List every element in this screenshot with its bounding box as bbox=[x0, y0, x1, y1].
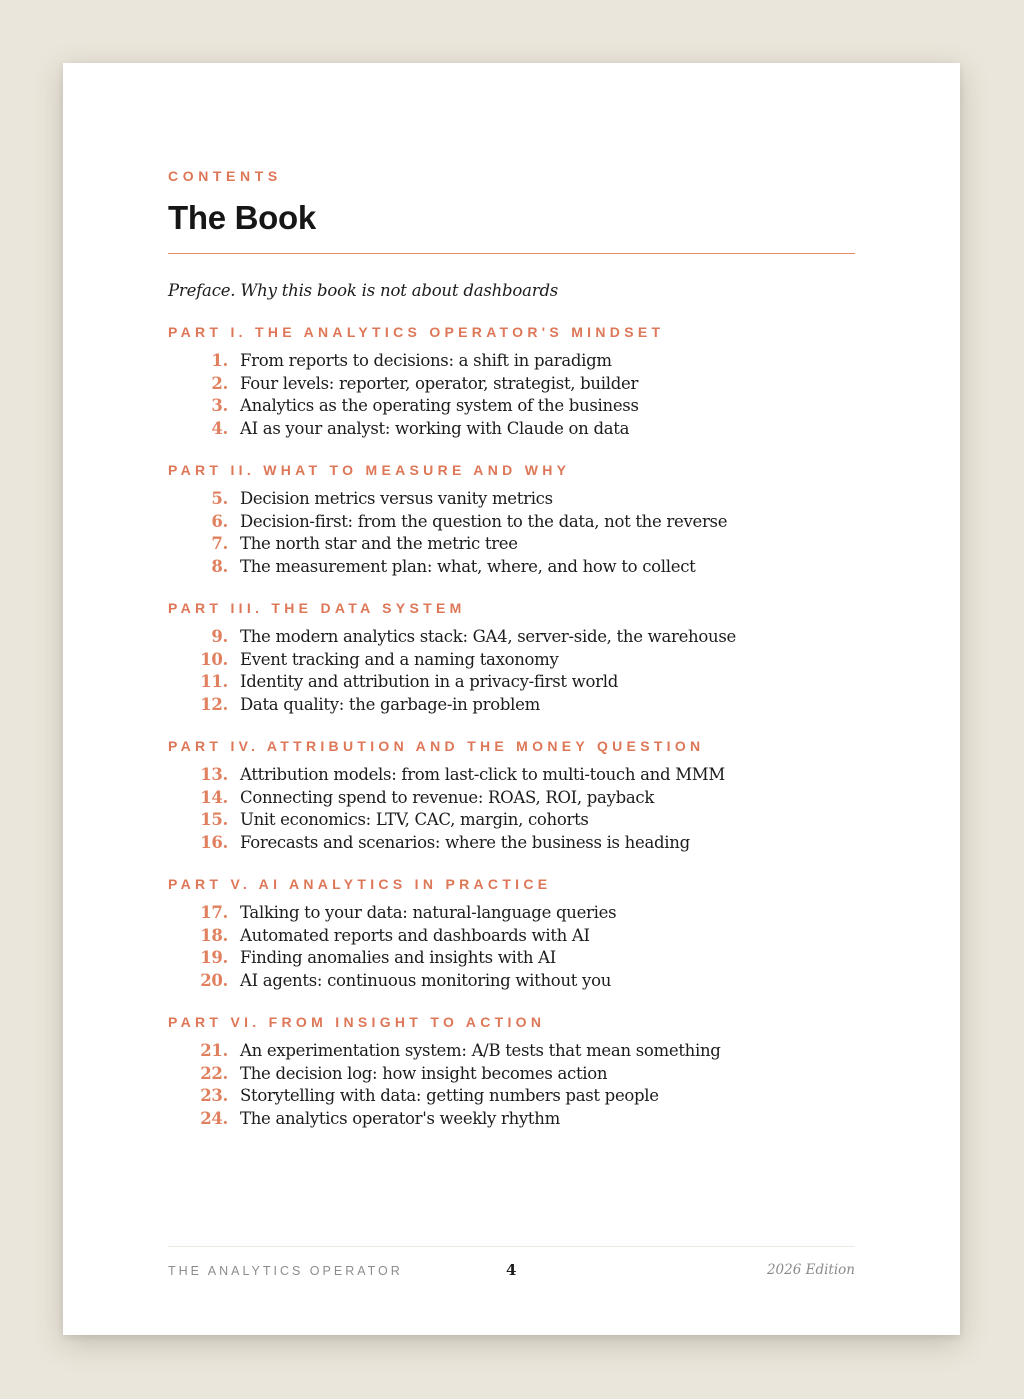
chapter-title: AI agents: continuous monitoring without you bbox=[240, 970, 612, 990]
page-title: The Book bbox=[168, 199, 316, 236]
chapter-title: Forecasts and scenarios: where the business is heading bbox=[240, 832, 690, 852]
chapter-title: Analytics as the operating system of the business bbox=[240, 396, 639, 415]
chapter-number: 23. bbox=[200, 1086, 228, 1105]
part-heading: PART II. WHAT TO MEASURE AND WHY bbox=[168, 462, 571, 478]
chapter-number: 24. bbox=[200, 1108, 228, 1128]
chapter-title: The modern analytics stack: GA4, server-side, the warehouse bbox=[240, 627, 736, 646]
chapter-title: The analytics operator's weekly rhythm bbox=[240, 1108, 560, 1128]
chapter-item bbox=[168, 395, 855, 418]
chapter-title: Four levels: reporter, operator, strategist, builder bbox=[240, 373, 639, 393]
chapter-item bbox=[168, 488, 855, 511]
chapter-item bbox=[168, 970, 855, 993]
chapter-item bbox=[168, 373, 855, 396]
chapter-list bbox=[168, 350, 855, 440]
chapter-item bbox=[168, 694, 855, 717]
chapter-list bbox=[168, 1040, 855, 1130]
part-section bbox=[168, 876, 855, 992]
part-heading: PART V. AI ANALYTICS IN PRACTICE bbox=[168, 876, 552, 892]
page-footer bbox=[168, 1246, 855, 1279]
chapter-number: 22. bbox=[200, 1063, 228, 1083]
chapter-item bbox=[168, 1085, 855, 1108]
part-section bbox=[168, 1014, 855, 1130]
part-section bbox=[168, 738, 855, 854]
chapter-number: 9. bbox=[211, 627, 228, 646]
chapter-title: Attribution models: from last-click to multi-touch and MMM bbox=[240, 765, 725, 784]
chapter-title: Storytelling with data: getting numbers past people bbox=[240, 1086, 659, 1105]
chapter-item bbox=[168, 925, 855, 948]
chapter-list bbox=[168, 902, 855, 992]
chapter-title: Finding anomalies and insights with AI bbox=[240, 948, 556, 967]
chapter-title: Automated reports and dashboards with AI bbox=[240, 925, 590, 945]
chapter-number: 20. bbox=[200, 970, 228, 990]
chapter-item bbox=[168, 809, 855, 832]
chapter-title: Decision-first: from the question to the data, not the reverse bbox=[240, 511, 728, 531]
chapter-title: Unit economics: LTV, CAC, margin, cohorts bbox=[240, 810, 589, 829]
chapter-title: Connecting spend to revenue: ROAS, ROI, payback bbox=[240, 787, 655, 807]
chapter-item bbox=[168, 350, 855, 373]
chapter-item bbox=[168, 1063, 855, 1086]
chapter-number: 17. bbox=[200, 903, 228, 922]
chapter-number: 13. bbox=[200, 765, 228, 784]
book-page bbox=[63, 63, 960, 1335]
chapter-list bbox=[168, 488, 855, 578]
chapter-title: The north star and the metric tree bbox=[240, 534, 518, 553]
chapter-number: 14. bbox=[200, 787, 228, 807]
chapter-number: 15. bbox=[200, 810, 228, 829]
edition-label: 2026 Edition bbox=[766, 1262, 855, 1278]
chapter-number: 8. bbox=[211, 556, 228, 576]
chapter-number: 10. bbox=[200, 649, 228, 669]
chapter-item bbox=[168, 1040, 855, 1063]
chapter-item bbox=[168, 418, 855, 441]
chapter-number: 3. bbox=[211, 396, 228, 415]
chapter-number: 11. bbox=[200, 672, 228, 691]
chapter-number: 12. bbox=[200, 694, 228, 714]
chapter-list bbox=[168, 764, 855, 854]
chapter-item bbox=[168, 832, 855, 855]
chapter-item bbox=[168, 556, 855, 579]
chapter-title: Data quality: the garbage-in problem bbox=[240, 694, 540, 714]
chapter-title: AI as your analyst: working with Claude on data bbox=[240, 418, 630, 438]
chapter-item bbox=[168, 902, 855, 925]
chapter-item bbox=[168, 533, 855, 556]
chapter-item bbox=[168, 1108, 855, 1131]
part-heading: PART I. THE ANALYTICS OPERATOR'S MINDSET bbox=[168, 324, 665, 340]
chapter-number: 4. bbox=[211, 418, 228, 438]
chapter-number: 5. bbox=[211, 489, 228, 508]
page-number: 4 bbox=[506, 1261, 517, 1279]
running-title: THE ANALYTICS OPERATOR bbox=[168, 1264, 403, 1278]
part-section bbox=[168, 600, 855, 716]
chapter-title: From reports to decisions: a shift in paradigm bbox=[240, 351, 612, 370]
chapter-title: Event tracking and a naming taxonomy bbox=[240, 649, 559, 669]
contents-eyebrow: CONTENTS bbox=[168, 168, 282, 184]
chapter-item bbox=[168, 671, 855, 694]
part-section bbox=[168, 324, 855, 440]
table-of-contents bbox=[168, 324, 855, 1130]
contents-section bbox=[168, 168, 855, 1130]
chapter-title: Decision metrics versus vanity metrics bbox=[240, 489, 553, 508]
part-heading: PART IV. ATTRIBUTION AND THE MONEY QUESTION bbox=[168, 738, 705, 754]
chapter-item bbox=[168, 947, 855, 970]
chapter-number: 18. bbox=[200, 925, 228, 945]
chapter-title: The measurement plan: what, where, and how to collect bbox=[240, 556, 696, 576]
chapter-number: 2. bbox=[211, 373, 228, 393]
chapter-number: 7. bbox=[211, 534, 228, 553]
part-heading: PART VI. FROM INSIGHT TO ACTION bbox=[168, 1014, 546, 1030]
preface-entry: Preface. Why this book is not about dashboards bbox=[168, 281, 559, 300]
chapter-item bbox=[168, 764, 855, 787]
chapter-title: Identity and attribution in a privacy-first world bbox=[240, 672, 618, 691]
chapter-item bbox=[168, 787, 855, 810]
chapter-title: The decision log: how insight becomes action bbox=[240, 1063, 608, 1083]
chapter-number: 6. bbox=[211, 511, 228, 531]
part-section bbox=[168, 462, 855, 578]
chapter-number: 21. bbox=[200, 1041, 228, 1060]
part-heading: PART III. THE DATA SYSTEM bbox=[168, 600, 466, 616]
chapter-list bbox=[168, 626, 855, 716]
chapter-number: 1. bbox=[211, 351, 228, 370]
chapter-item bbox=[168, 511, 855, 534]
chapter-item bbox=[168, 649, 855, 672]
chapter-item bbox=[168, 626, 855, 649]
chapter-title: An experimentation system: A/B tests that mean something bbox=[240, 1041, 721, 1060]
chapter-title: Talking to your data: natural-language queries bbox=[240, 903, 617, 922]
chapter-number: 16. bbox=[200, 832, 228, 852]
chapter-number: 19. bbox=[200, 948, 228, 967]
title-divider bbox=[168, 253, 855, 254]
